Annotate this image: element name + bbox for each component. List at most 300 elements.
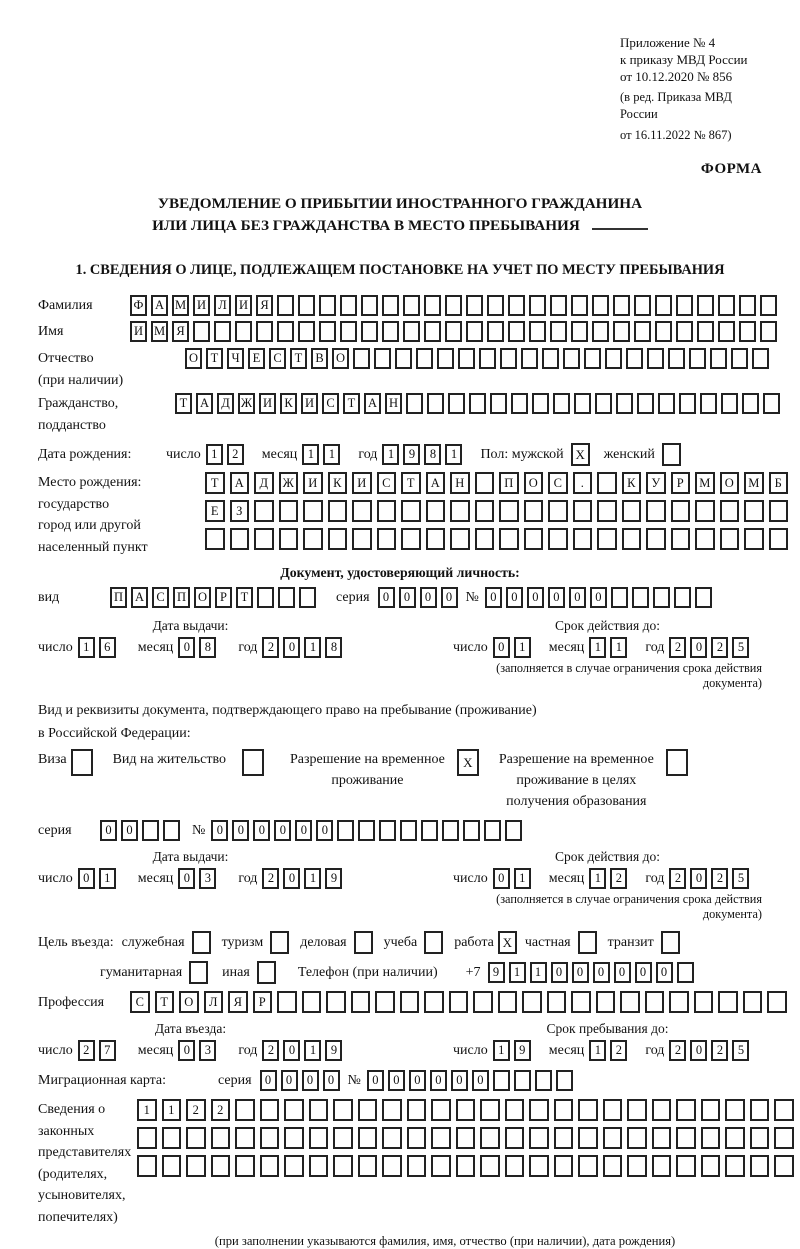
char-box[interactable]: О: [194, 587, 211, 608]
char-box[interactable]: 0: [548, 587, 565, 608]
char-box[interactable]: [358, 1127, 378, 1149]
char-box[interactable]: [597, 528, 617, 550]
char-box[interactable]: [627, 1099, 647, 1121]
char-box[interactable]: [379, 820, 396, 841]
char-box[interactable]: [230, 528, 250, 550]
char-box[interactable]: [319, 321, 336, 342]
purpose-work-checkbox[interactable]: X: [498, 931, 517, 954]
char-box[interactable]: 2: [262, 637, 279, 658]
char-box[interactable]: [401, 528, 421, 550]
char-box[interactable]: [407, 1099, 427, 1121]
char-box[interactable]: 2: [78, 1040, 95, 1061]
char-box[interactable]: [328, 528, 348, 550]
char-box[interactable]: [556, 1070, 573, 1091]
char-box[interactable]: [456, 1099, 476, 1121]
char-box[interactable]: 0: [378, 587, 395, 608]
char-box[interactable]: [573, 528, 593, 550]
char-box[interactable]: И: [301, 393, 318, 414]
char-box[interactable]: Т: [401, 472, 421, 494]
char-box[interactable]: И: [259, 393, 276, 414]
char-box[interactable]: О: [179, 991, 199, 1013]
char-box[interactable]: Р: [253, 991, 273, 1013]
char-box[interactable]: [424, 991, 444, 1013]
char-box[interactable]: [137, 1155, 157, 1177]
char-box[interactable]: [254, 500, 274, 522]
char-box[interactable]: 0: [441, 587, 458, 608]
char-box[interactable]: 8: [325, 637, 342, 658]
char-box[interactable]: 2: [610, 868, 627, 889]
char-box[interactable]: [548, 500, 568, 522]
char-box[interactable]: Е: [248, 348, 265, 369]
char-box[interactable]: 1: [514, 868, 531, 889]
char-box[interactable]: [382, 1099, 402, 1121]
char-box[interactable]: [257, 587, 274, 608]
char-box[interactable]: [616, 393, 633, 414]
char-box[interactable]: [337, 820, 354, 841]
char-box[interactable]: Ч: [227, 348, 244, 369]
char-box[interactable]: 0: [420, 587, 437, 608]
char-box[interactable]: [498, 991, 518, 1013]
char-box[interactable]: [529, 321, 546, 342]
char-box[interactable]: П: [110, 587, 127, 608]
char-box[interactable]: 1: [162, 1099, 182, 1121]
char-box[interactable]: 2: [610, 1040, 627, 1061]
char-box[interactable]: 2: [262, 1040, 279, 1061]
char-box[interactable]: [260, 1099, 280, 1121]
char-box[interactable]: [554, 1099, 574, 1121]
char-box[interactable]: Л: [204, 991, 224, 1013]
char-box[interactable]: [739, 295, 756, 316]
char-box[interactable]: 2: [669, 637, 686, 658]
char-box[interactable]: [466, 321, 483, 342]
char-box[interactable]: 0: [690, 1040, 707, 1061]
char-box[interactable]: [326, 991, 346, 1013]
char-box[interactable]: [658, 393, 675, 414]
char-box[interactable]: [603, 1155, 623, 1177]
char-box[interactable]: 0: [472, 1070, 489, 1091]
char-box[interactable]: [655, 295, 672, 316]
char-box[interactable]: Ф: [130, 295, 147, 316]
char-box[interactable]: 0: [260, 1070, 277, 1091]
char-box[interactable]: Ж: [279, 472, 299, 494]
char-box[interactable]: П: [173, 587, 190, 608]
purpose-tourism-checkbox[interactable]: [270, 931, 289, 954]
char-box[interactable]: 1: [304, 1040, 321, 1061]
char-box[interactable]: [739, 321, 756, 342]
char-box[interactable]: 5: [732, 637, 749, 658]
char-box[interactable]: [340, 321, 357, 342]
char-box[interactable]: [743, 991, 763, 1013]
temp-residence-checkbox[interactable]: X: [457, 749, 479, 776]
char-box[interactable]: Т: [205, 472, 225, 494]
char-box[interactable]: [694, 991, 714, 1013]
char-box[interactable]: [529, 295, 546, 316]
char-box[interactable]: К: [622, 472, 642, 494]
char-box[interactable]: Н: [385, 393, 402, 414]
char-box[interactable]: [260, 1155, 280, 1177]
char-box[interactable]: [431, 1127, 451, 1149]
char-box[interactable]: [400, 991, 420, 1013]
char-box[interactable]: 9: [325, 1040, 342, 1061]
char-box[interactable]: С: [130, 991, 150, 1013]
char-box[interactable]: [720, 528, 740, 550]
char-box[interactable]: [449, 991, 469, 1013]
char-box[interactable]: [352, 528, 372, 550]
char-box[interactable]: 2: [711, 637, 728, 658]
char-box[interactable]: [550, 295, 567, 316]
sex-male-checkbox[interactable]: X: [571, 443, 590, 466]
char-box[interactable]: [571, 295, 588, 316]
char-box[interactable]: [493, 1070, 510, 1091]
char-box[interactable]: 5: [732, 1040, 749, 1061]
char-box[interactable]: Т: [290, 348, 307, 369]
char-box[interactable]: [542, 348, 559, 369]
char-box[interactable]: [361, 321, 378, 342]
char-box[interactable]: 0: [253, 820, 270, 841]
char-box[interactable]: 1: [302, 444, 319, 465]
char-box[interactable]: Р: [215, 587, 232, 608]
char-box[interactable]: О: [720, 472, 740, 494]
char-box[interactable]: 1: [589, 1040, 606, 1061]
char-box[interactable]: 9: [325, 868, 342, 889]
char-box[interactable]: [573, 500, 593, 522]
char-box[interactable]: 0: [283, 868, 300, 889]
char-box[interactable]: Т: [206, 348, 223, 369]
char-box[interactable]: [163, 820, 180, 841]
char-box[interactable]: [284, 1127, 304, 1149]
char-box[interactable]: 0: [493, 637, 510, 658]
char-box[interactable]: [725, 1155, 745, 1177]
char-box[interactable]: [760, 295, 777, 316]
char-box[interactable]: [676, 321, 693, 342]
char-box[interactable]: 0: [593, 962, 610, 983]
char-box[interactable]: Т: [236, 587, 253, 608]
char-box[interactable]: [524, 500, 544, 522]
purpose-business-checkbox[interactable]: [192, 931, 211, 954]
char-box[interactable]: [718, 991, 738, 1013]
char-box[interactable]: [431, 1099, 451, 1121]
char-box[interactable]: Ж: [238, 393, 255, 414]
char-box[interactable]: [731, 348, 748, 369]
char-box[interactable]: [186, 1127, 206, 1149]
char-box[interactable]: 0: [283, 637, 300, 658]
char-box[interactable]: [375, 991, 395, 1013]
char-box[interactable]: 1: [206, 444, 223, 465]
char-box[interactable]: [260, 1127, 280, 1149]
char-box[interactable]: Т: [155, 991, 175, 1013]
char-box[interactable]: 1: [589, 868, 606, 889]
char-box[interactable]: [554, 1127, 574, 1149]
char-box[interactable]: О: [332, 348, 349, 369]
char-box[interactable]: [424, 321, 441, 342]
char-box[interactable]: [584, 348, 601, 369]
char-box[interactable]: [505, 1155, 525, 1177]
char-box[interactable]: [480, 1127, 500, 1149]
char-box[interactable]: [382, 295, 399, 316]
char-box[interactable]: [298, 295, 315, 316]
char-box[interactable]: И: [235, 295, 252, 316]
char-box[interactable]: [424, 295, 441, 316]
char-box[interactable]: [279, 528, 299, 550]
char-box[interactable]: [499, 500, 519, 522]
char-box[interactable]: [407, 1155, 427, 1177]
char-box[interactable]: 2: [227, 444, 244, 465]
char-box[interactable]: 1: [514, 637, 531, 658]
char-box[interactable]: [652, 1127, 672, 1149]
char-box[interactable]: [774, 1127, 794, 1149]
char-box[interactable]: [750, 1155, 770, 1177]
char-box[interactable]: С: [377, 472, 397, 494]
char-box[interactable]: К: [328, 472, 348, 494]
char-box[interactable]: [647, 348, 664, 369]
char-box[interactable]: [529, 1155, 549, 1177]
char-box[interactable]: [487, 321, 504, 342]
char-box[interactable]: 0: [527, 587, 544, 608]
char-box[interactable]: [634, 295, 651, 316]
char-box[interactable]: [750, 1127, 770, 1149]
char-box[interactable]: [284, 1099, 304, 1121]
char-box[interactable]: О: [185, 348, 202, 369]
char-box[interactable]: М: [744, 472, 764, 494]
purpose-humanitarian-checkbox[interactable]: [189, 961, 208, 984]
char-box[interactable]: [574, 393, 591, 414]
char-box[interactable]: [426, 500, 446, 522]
char-box[interactable]: [632, 587, 649, 608]
char-box[interactable]: 0: [485, 587, 502, 608]
char-box[interactable]: [646, 500, 666, 522]
char-box[interactable]: [622, 528, 642, 550]
char-box[interactable]: 0: [302, 1070, 319, 1091]
char-box[interactable]: А: [151, 295, 168, 316]
char-box[interactable]: [578, 1155, 598, 1177]
char-box[interactable]: [522, 991, 542, 1013]
char-box[interactable]: [277, 991, 297, 1013]
char-box[interactable]: 2: [711, 1040, 728, 1061]
char-box[interactable]: 0: [178, 868, 195, 889]
char-box[interactable]: [333, 1099, 353, 1121]
char-box[interactable]: [622, 500, 642, 522]
char-box[interactable]: [774, 1155, 794, 1177]
char-box[interactable]: [377, 500, 397, 522]
purpose-study-checkbox[interactable]: [424, 931, 443, 954]
char-box[interactable]: А: [230, 472, 250, 494]
char-box[interactable]: [277, 295, 294, 316]
char-box[interactable]: [299, 587, 316, 608]
char-box[interactable]: 0: [323, 1070, 340, 1091]
char-box[interactable]: Т: [175, 393, 192, 414]
char-box[interactable]: 0: [635, 962, 652, 983]
char-box[interactable]: А: [426, 472, 446, 494]
char-box[interactable]: [505, 1099, 525, 1121]
char-box[interactable]: [142, 820, 159, 841]
char-box[interactable]: [382, 321, 399, 342]
char-box[interactable]: 0: [295, 820, 312, 841]
char-box[interactable]: 0: [316, 820, 333, 841]
char-box[interactable]: [752, 348, 769, 369]
char-box[interactable]: [548, 528, 568, 550]
char-box[interactable]: [595, 393, 612, 414]
char-box[interactable]: 1: [530, 962, 547, 983]
char-box[interactable]: 0: [572, 962, 589, 983]
char-box[interactable]: [309, 1155, 329, 1177]
char-box[interactable]: [445, 295, 462, 316]
char-box[interactable]: [499, 528, 519, 550]
char-box[interactable]: И: [303, 472, 323, 494]
char-box[interactable]: 5: [732, 868, 749, 889]
char-box[interactable]: [137, 1127, 157, 1149]
char-box[interactable]: 0: [211, 820, 228, 841]
char-box[interactable]: [563, 348, 580, 369]
char-box[interactable]: 9: [514, 1040, 531, 1061]
char-box[interactable]: [571, 991, 591, 1013]
char-box[interactable]: М: [151, 321, 168, 342]
char-box[interactable]: [668, 348, 685, 369]
char-box[interactable]: 0: [451, 1070, 468, 1091]
char-box[interactable]: [620, 991, 640, 1013]
char-box[interactable]: [671, 528, 691, 550]
char-box[interactable]: И: [352, 472, 372, 494]
purpose-private-checkbox[interactable]: [578, 931, 597, 954]
char-box[interactable]: 0: [121, 820, 138, 841]
char-box[interactable]: [479, 348, 496, 369]
char-box[interactable]: 3: [199, 868, 216, 889]
char-box[interactable]: [319, 295, 336, 316]
char-box[interactable]: [671, 500, 691, 522]
char-box[interactable]: [652, 1099, 672, 1121]
char-box[interactable]: [655, 321, 672, 342]
char-box[interactable]: [524, 528, 544, 550]
char-box[interactable]: Я: [256, 295, 273, 316]
char-box[interactable]: [511, 393, 528, 414]
char-box[interactable]: 0: [569, 587, 586, 608]
purpose-commercial-checkbox[interactable]: [354, 931, 373, 954]
char-box[interactable]: [475, 472, 495, 494]
char-box[interactable]: [421, 820, 438, 841]
char-box[interactable]: [521, 348, 538, 369]
char-box[interactable]: [578, 1099, 598, 1121]
char-box[interactable]: [382, 1127, 402, 1149]
char-box[interactable]: [750, 1099, 770, 1121]
char-box[interactable]: [254, 528, 274, 550]
char-box[interactable]: .: [573, 472, 593, 494]
char-box[interactable]: [211, 1127, 231, 1149]
char-box[interactable]: [426, 528, 446, 550]
char-box[interactable]: [597, 500, 617, 522]
char-box[interactable]: [669, 991, 689, 1013]
char-box[interactable]: 0: [274, 820, 291, 841]
char-box[interactable]: [769, 500, 789, 522]
char-box[interactable]: [505, 1127, 525, 1149]
char-box[interactable]: [674, 587, 691, 608]
sex-female-checkbox[interactable]: [662, 443, 681, 466]
char-box[interactable]: [328, 500, 348, 522]
char-box[interactable]: 7: [99, 1040, 116, 1061]
char-box[interactable]: [403, 321, 420, 342]
char-box[interactable]: [205, 528, 225, 550]
char-box[interactable]: 6: [99, 637, 116, 658]
char-box[interactable]: [508, 321, 525, 342]
char-box[interactable]: [744, 500, 764, 522]
char-box[interactable]: [677, 962, 694, 983]
char-box[interactable]: [554, 1155, 574, 1177]
char-box[interactable]: 1: [493, 1040, 510, 1061]
char-box[interactable]: [721, 393, 738, 414]
char-box[interactable]: И: [130, 321, 147, 342]
char-box[interactable]: [720, 500, 740, 522]
char-box[interactable]: Я: [172, 321, 189, 342]
char-box[interactable]: [695, 528, 715, 550]
char-box[interactable]: 0: [281, 1070, 298, 1091]
char-box[interactable]: [382, 1155, 402, 1177]
char-box[interactable]: [437, 348, 454, 369]
char-box[interactable]: [466, 295, 483, 316]
char-box[interactable]: [627, 1155, 647, 1177]
char-box[interactable]: 2: [262, 868, 279, 889]
purpose-transit-checkbox[interactable]: [661, 931, 680, 954]
char-box[interactable]: 0: [690, 637, 707, 658]
char-box[interactable]: 0: [506, 587, 523, 608]
char-box[interactable]: [742, 393, 759, 414]
char-box[interactable]: 0: [614, 962, 631, 983]
char-box[interactable]: 2: [186, 1099, 206, 1121]
char-box[interactable]: [278, 587, 295, 608]
char-box[interactable]: [697, 321, 714, 342]
char-box[interactable]: 0: [367, 1070, 384, 1091]
char-box[interactable]: [505, 820, 522, 841]
char-box[interactable]: [529, 1099, 549, 1121]
char-box[interactable]: [407, 1127, 427, 1149]
char-box[interactable]: [480, 1099, 500, 1121]
char-box[interactable]: [211, 1155, 231, 1177]
char-box[interactable]: [358, 1099, 378, 1121]
char-box[interactable]: Т: [343, 393, 360, 414]
char-box[interactable]: 0: [551, 962, 568, 983]
char-box[interactable]: 0: [430, 1070, 447, 1091]
char-box[interactable]: [550, 321, 567, 342]
char-box[interactable]: 0: [399, 587, 416, 608]
char-box[interactable]: [634, 321, 651, 342]
char-box[interactable]: 1: [509, 962, 526, 983]
char-box[interactable]: [427, 393, 444, 414]
char-box[interactable]: 2: [211, 1099, 231, 1121]
char-box[interactable]: [475, 528, 495, 550]
char-box[interactable]: Д: [217, 393, 234, 414]
char-box[interactable]: 0: [388, 1070, 405, 1091]
visa-checkbox[interactable]: [71, 749, 93, 776]
char-box[interactable]: [695, 500, 715, 522]
char-box[interactable]: Д: [254, 472, 274, 494]
char-box[interactable]: 9: [488, 962, 505, 983]
char-box[interactable]: [480, 1155, 500, 1177]
char-box[interactable]: [475, 500, 495, 522]
char-box[interactable]: 0: [656, 962, 673, 983]
char-box[interactable]: [361, 295, 378, 316]
char-box[interactable]: [652, 1155, 672, 1177]
char-box[interactable]: [303, 528, 323, 550]
char-box[interactable]: [535, 1070, 552, 1091]
char-box[interactable]: 0: [232, 820, 249, 841]
char-box[interactable]: М: [172, 295, 189, 316]
char-box[interactable]: [676, 1155, 696, 1177]
char-box[interactable]: [456, 1155, 476, 1177]
char-box[interactable]: [679, 393, 696, 414]
char-box[interactable]: [592, 295, 609, 316]
char-box[interactable]: [597, 472, 617, 494]
char-box[interactable]: [744, 528, 764, 550]
char-box[interactable]: [695, 587, 712, 608]
char-box[interactable]: 0: [409, 1070, 426, 1091]
char-box[interactable]: [637, 393, 654, 414]
